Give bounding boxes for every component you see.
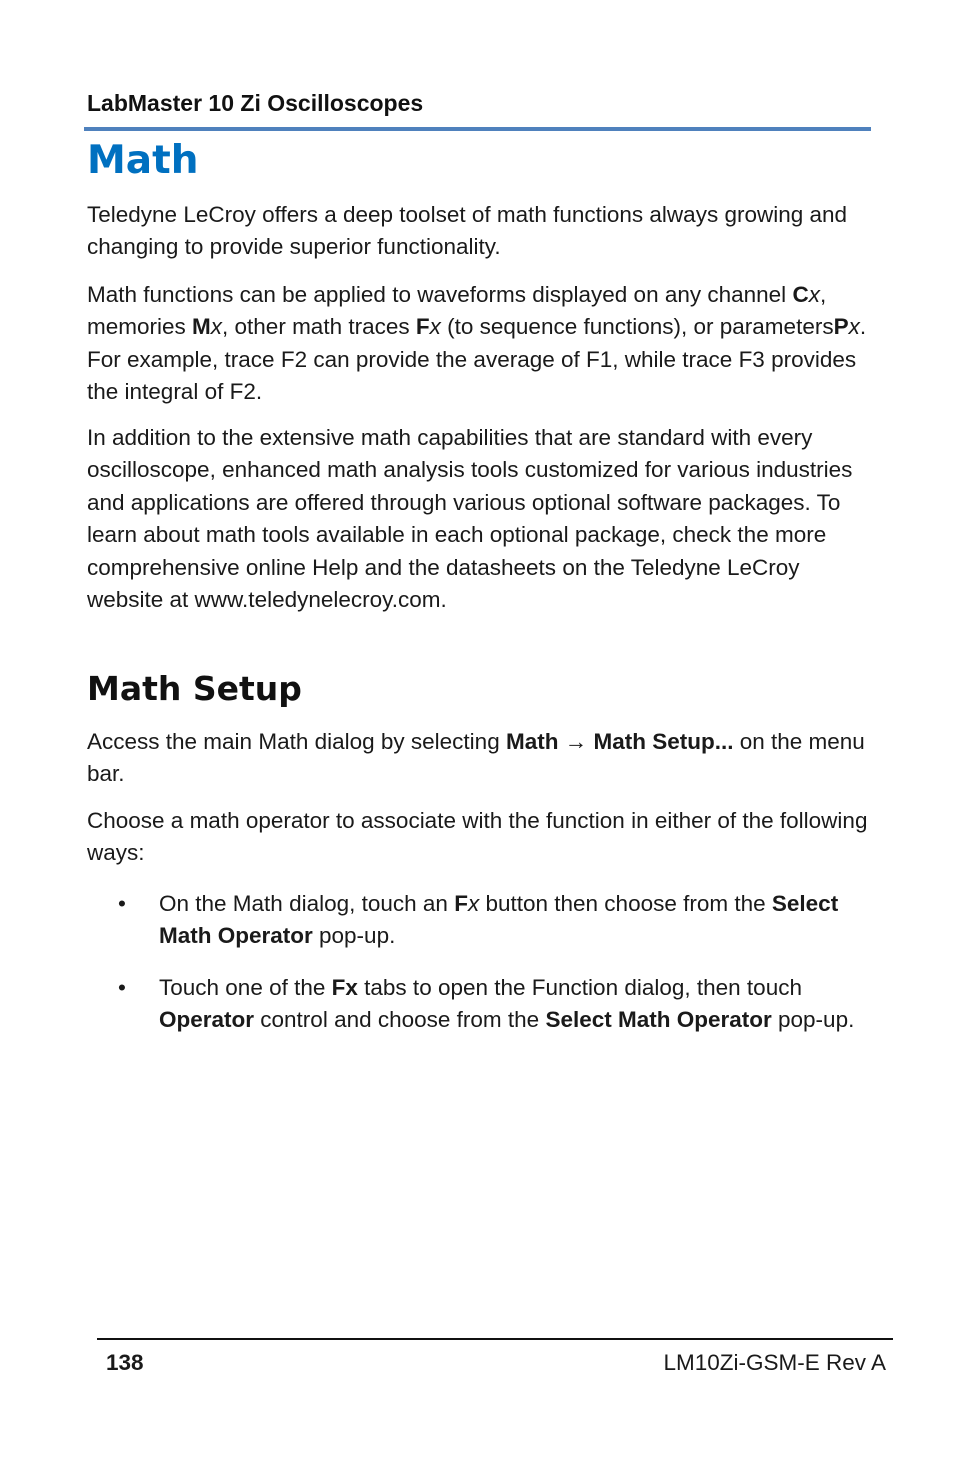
bullet-icon: • [118, 975, 126, 1000]
access-paragraph: Access the main Math dialog by selecting Math → Math Setup... on the menu bar. [87, 729, 865, 787]
list-item-text: On the Math dialog, touch an Fx button then choose from the Select Math Operator pop-up. [159, 891, 839, 949]
footer-rule [97, 1338, 893, 1340]
sources-paragraph: Math functions can be applied to waveforms displayed on any channel Cx, memories Mx, other math traces Fx (to sequence functions), or parametersPx. For example, trace F2 can provide the average of F1, while trace F3 provides the integral of F2. [87, 282, 867, 405]
bullet-icon: • [118, 891, 126, 916]
running-header: LabMaster 10 Zi Oscilloscopes [87, 90, 424, 116]
choose-operator-paragraph: Choose a math operator to associate with the function in either of the following ways: [87, 808, 868, 866]
page-number: 138 [106, 1350, 144, 1375]
document-id: LM10Zi-GSM-E Rev A [663, 1350, 886, 1375]
subsection-title: Math Setup [87, 669, 302, 708]
header-rule [84, 127, 871, 131]
section-title: Math [87, 138, 199, 183]
list-item-text: Touch one of the Fx tabs to open the Function dialog, then touch Operator control and choose from the Select Math Operator pop-up. [159, 975, 855, 1033]
intro-paragraph: Teledyne LeCroy offers a deep toolset of math functions always growing and changing to provide superior functionality. [87, 202, 848, 260]
optional-packages-paragraph: In addition to the extensive math capabilities that are standard with every oscilloscope, enhanced math analysis tools customized for various industries and applications are offered through various optional software packages. To learn about math tools available in each optional package, check the more comprehensive online Help and the datasheets on the Teledyne LeCroy website at www.teledynelecroy.com. [87, 425, 853, 613]
